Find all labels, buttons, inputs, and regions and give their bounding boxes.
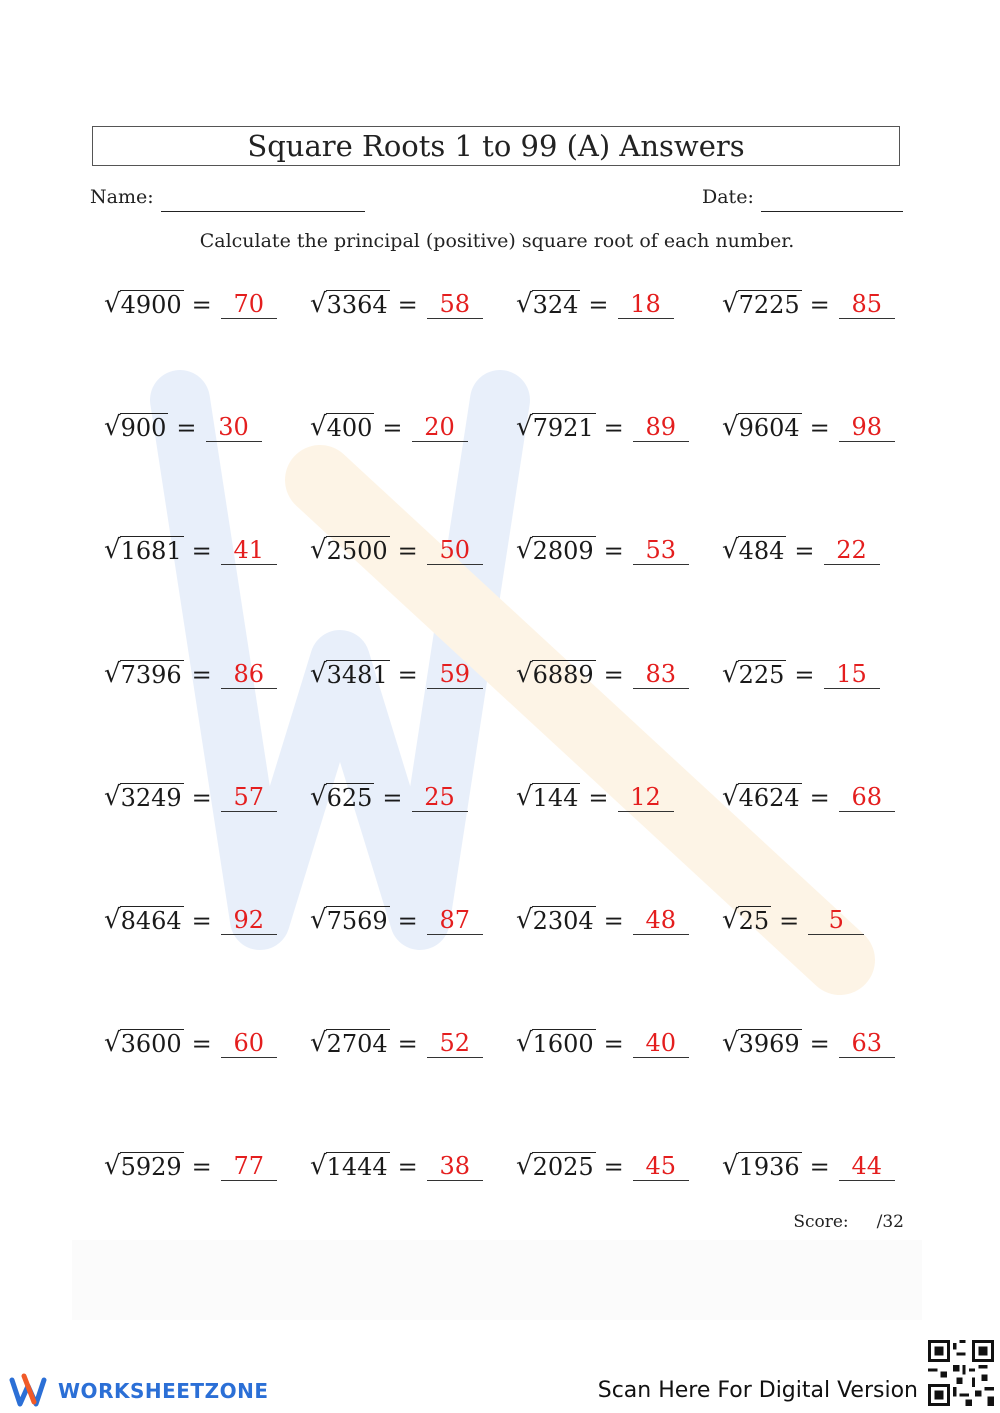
- equals-sign: =: [809, 1153, 830, 1182]
- square-root-expression: [516, 289, 580, 319]
- name-label: Name:: [90, 186, 154, 208]
- score: [793, 1212, 904, 1232]
- problem: [310, 402, 468, 442]
- radicand: 324: [532, 291, 579, 319]
- problem: [104, 1141, 277, 1181]
- square-root-expression: [722, 412, 802, 442]
- equals-sign: =: [809, 783, 830, 812]
- equals-sign: =: [382, 783, 403, 812]
- square-root-expression: [104, 782, 184, 812]
- answer-blank[interactable]: 5: [808, 906, 864, 935]
- square-root-expression: [104, 659, 184, 689]
- problem: [722, 525, 880, 565]
- brand-name: WORKSHEETZONE: [58, 1379, 269, 1403]
- square-root-expression: [722, 289, 802, 319]
- square-root-expression: [722, 659, 786, 689]
- equals-sign: =: [603, 1030, 624, 1059]
- answer-blank[interactable]: 98: [839, 413, 895, 442]
- radical-sign-icon: √: [722, 412, 739, 443]
- radicand: 3600: [120, 1030, 182, 1059]
- problem: [310, 1141, 483, 1181]
- equals-sign: =: [176, 414, 197, 443]
- problem: [516, 525, 689, 565]
- square-root-expression: [516, 412, 596, 442]
- answer-blank[interactable]: 89: [633, 413, 689, 442]
- score-total: /32: [876, 1212, 904, 1232]
- radical-sign-icon: √: [722, 781, 739, 812]
- answer-blank[interactable]: 45: [633, 1152, 689, 1181]
- radicand: 900: [120, 414, 167, 443]
- equals-sign: =: [809, 291, 830, 319]
- problem: [516, 402, 689, 442]
- answer-blank[interactable]: 68: [839, 783, 895, 812]
- qr-code-icon[interactable]: [928, 1340, 994, 1406]
- square-root-expression: [722, 1151, 802, 1181]
- answer-blank[interactable]: 44: [839, 1152, 895, 1181]
- radicand: 400: [326, 414, 373, 443]
- radical-sign-icon: √: [104, 535, 121, 566]
- problem: [310, 525, 483, 565]
- radical-sign-icon: √: [516, 535, 533, 566]
- radicand: 2704: [326, 1030, 388, 1059]
- problem: [722, 1141, 895, 1181]
- answer-blank[interactable]: 70: [221, 290, 277, 319]
- radicand: 2500: [326, 537, 388, 566]
- square-root-expression: [104, 905, 184, 935]
- radical-sign-icon: √: [516, 1028, 533, 1059]
- equals-sign: =: [809, 414, 830, 443]
- equals-sign: =: [397, 1030, 418, 1059]
- square-root-expression: [104, 289, 184, 319]
- problem: [104, 895, 277, 935]
- radical-sign-icon: √: [722, 535, 739, 566]
- problem: [310, 895, 483, 935]
- problem: [516, 279, 674, 319]
- brand[interactable]: [8, 1372, 268, 1410]
- equals-sign: =: [603, 414, 624, 443]
- radicand: 7225: [738, 291, 800, 319]
- problem: [722, 402, 895, 442]
- problem: [104, 279, 277, 319]
- radicand: 25: [738, 907, 770, 935]
- square-root-expression: [516, 535, 596, 565]
- radical-sign-icon: √: [310, 905, 327, 935]
- radical-sign-icon: √: [104, 1151, 121, 1182]
- answer-blank[interactable]: 58: [427, 290, 483, 319]
- equals-sign: =: [794, 660, 815, 689]
- square-root-expression: [516, 659, 596, 689]
- answer-blank[interactable]: 40: [633, 1029, 689, 1058]
- radicand: 3481: [326, 660, 388, 689]
- answer-blank[interactable]: 15: [824, 660, 880, 689]
- radical-sign-icon: √: [310, 1028, 327, 1059]
- square-root-expression: [516, 782, 580, 812]
- equals-sign: =: [603, 907, 624, 935]
- radicand: 7396: [120, 660, 182, 689]
- square-root-expression: [310, 782, 374, 812]
- radical-sign-icon: √: [516, 1151, 533, 1182]
- problem: [516, 895, 689, 935]
- square-root-expression: [104, 1028, 184, 1058]
- problem: [310, 772, 468, 812]
- equals-sign: =: [809, 1030, 830, 1059]
- square-root-expression: [516, 1151, 596, 1181]
- radicand: 2304: [532, 907, 594, 935]
- radical-sign-icon: √: [104, 658, 121, 689]
- square-root-expression: [722, 782, 802, 812]
- square-root-expression: [722, 1028, 802, 1058]
- problem: [722, 1018, 895, 1058]
- equals-sign: =: [191, 783, 212, 812]
- radical-sign-icon: √: [310, 781, 327, 812]
- square-root-expression: [310, 535, 390, 565]
- problem: [722, 772, 895, 812]
- radical-sign-icon: √: [722, 289, 739, 319]
- square-root-expression: [310, 1028, 390, 1058]
- radical-sign-icon: √: [310, 658, 327, 689]
- problem: [104, 772, 277, 812]
- radical-sign-icon: √: [722, 905, 739, 935]
- radical-sign-icon: √: [722, 1151, 739, 1182]
- radical-sign-icon: √: [104, 905, 121, 935]
- radical-sign-icon: √: [310, 535, 327, 566]
- radicand: 2025: [532, 1153, 594, 1182]
- equals-sign: =: [191, 907, 212, 935]
- problem: [310, 649, 483, 689]
- answer-blank[interactable]: 77: [221, 1152, 277, 1181]
- problem: [104, 525, 277, 565]
- radicand: 7921: [532, 414, 594, 443]
- radical-sign-icon: √: [310, 1151, 327, 1182]
- square-root-expression: [310, 289, 390, 319]
- answer-blank[interactable]: 12: [618, 783, 674, 812]
- answer-blank[interactable]: 38: [427, 1152, 483, 1181]
- radicand: 484: [738, 537, 785, 566]
- equals-sign: =: [397, 537, 418, 566]
- equals-sign: =: [603, 537, 624, 566]
- answer-blank[interactable]: 86: [221, 660, 277, 689]
- answer-blank[interactable]: 59: [427, 660, 483, 689]
- radicand: 9604: [738, 414, 800, 443]
- answer-blank[interactable]: 83: [633, 660, 689, 689]
- equals-sign: =: [397, 660, 418, 689]
- problem: [104, 1018, 277, 1058]
- radicand: 4900: [120, 291, 182, 319]
- equals-sign: =: [382, 414, 403, 443]
- problem: [104, 402, 262, 442]
- problem: [104, 649, 277, 689]
- problem: [310, 1018, 483, 1058]
- radicand: 3249: [120, 783, 182, 812]
- square-root-expression: [516, 1028, 596, 1058]
- equals-sign: =: [191, 1030, 212, 1059]
- answer-blank[interactable]: 63: [839, 1029, 895, 1058]
- radicand: 1936: [738, 1153, 800, 1182]
- radical-sign-icon: √: [104, 289, 121, 319]
- date-field[interactable]: [761, 211, 903, 212]
- radical-sign-icon: √: [516, 658, 533, 689]
- answer-blank[interactable]: 85: [839, 290, 895, 319]
- equals-sign: =: [191, 537, 212, 566]
- radicand: 7569: [326, 907, 388, 935]
- square-root-expression: [516, 905, 596, 935]
- radical-sign-icon: √: [722, 658, 739, 689]
- radicand: 225: [738, 660, 785, 689]
- name-field[interactable]: [161, 211, 365, 212]
- equals-sign: =: [794, 537, 815, 566]
- square-root-expression: [310, 412, 374, 442]
- square-root-expression: [310, 1151, 390, 1181]
- problem: [722, 649, 880, 689]
- radicand: 1600: [532, 1030, 594, 1059]
- score-label: Score:: [793, 1212, 849, 1232]
- radical-sign-icon: √: [516, 412, 533, 443]
- radical-sign-icon: √: [310, 412, 327, 443]
- radical-sign-icon: √: [516, 905, 533, 935]
- radicand: 625: [326, 783, 373, 812]
- radicand: 144: [532, 783, 579, 812]
- radical-sign-icon: √: [104, 1028, 121, 1059]
- equals-sign: =: [397, 907, 418, 935]
- worksheet-title: Square Roots 1 to 99 (A) Answers: [92, 126, 900, 166]
- radicand: 8464: [120, 907, 182, 935]
- instructions: Calculate the principal (positive) square root of each number.: [199, 230, 795, 252]
- radicand: 1444: [326, 1153, 388, 1182]
- radical-sign-icon: √: [722, 1028, 739, 1059]
- square-root-expression: [310, 659, 390, 689]
- square-root-expression: [310, 905, 390, 935]
- equals-sign: =: [397, 291, 418, 319]
- problem: [310, 279, 483, 319]
- answer-blank[interactable]: 92: [221, 906, 277, 935]
- equals-sign: =: [588, 783, 609, 812]
- answer-blank[interactable]: 48: [633, 906, 689, 935]
- radical-sign-icon: √: [104, 781, 121, 812]
- date-label: Date:: [702, 186, 754, 208]
- equals-sign: =: [603, 660, 624, 689]
- answer-blank[interactable]: 50: [427, 536, 483, 565]
- square-root-expression: [722, 905, 771, 935]
- radical-sign-icon: √: [516, 289, 533, 319]
- radicand: 6889: [532, 660, 594, 689]
- radical-sign-icon: √: [516, 781, 533, 812]
- answer-blank[interactable]: 30: [206, 413, 262, 442]
- equals-sign: =: [779, 907, 800, 935]
- answer-blank[interactable]: 87: [427, 906, 483, 935]
- equals-sign: =: [397, 1153, 418, 1182]
- square-root-expression: [104, 412, 168, 442]
- equals-sign: =: [191, 660, 212, 689]
- radicand: 3969: [738, 1030, 800, 1059]
- problem: [516, 649, 689, 689]
- answer-blank[interactable]: 57: [221, 783, 277, 812]
- answer-blank[interactable]: 18: [618, 290, 674, 319]
- answer-blank[interactable]: 60: [221, 1029, 277, 1058]
- square-root-expression: [104, 535, 184, 565]
- equals-sign: =: [603, 1153, 624, 1182]
- equals-sign: =: [191, 291, 212, 319]
- answer-blank[interactable]: 53: [633, 536, 689, 565]
- radicand: 2809: [532, 537, 594, 566]
- problem: [722, 895, 864, 935]
- square-root-expression: [722, 535, 786, 565]
- problem: [516, 772, 674, 812]
- problem: [516, 1141, 689, 1181]
- radical-sign-icon: √: [310, 289, 327, 319]
- radicand: 1681: [120, 537, 182, 566]
- radicand: 5929: [120, 1153, 182, 1182]
- answer-blank[interactable]: 20: [412, 413, 468, 442]
- problem: [516, 1018, 689, 1058]
- footer-band: [72, 1240, 922, 1320]
- square-root-expression: [104, 1151, 184, 1181]
- answer-blank[interactable]: 25: [412, 783, 468, 812]
- answer-blank[interactable]: 52: [427, 1029, 483, 1058]
- radical-sign-icon: √: [104, 412, 121, 443]
- answer-blank[interactable]: 22: [824, 536, 880, 565]
- scan-text: Scan Here For Digital Version: [597, 1378, 918, 1403]
- worksheetzone-logo-icon: [8, 1372, 52, 1410]
- equals-sign: =: [191, 1153, 212, 1182]
- answer-blank[interactable]: 41: [221, 536, 277, 565]
- radicand: 3364: [326, 291, 388, 319]
- equals-sign: =: [588, 291, 609, 319]
- radicand: 4624: [738, 783, 800, 812]
- problem: [722, 279, 895, 319]
